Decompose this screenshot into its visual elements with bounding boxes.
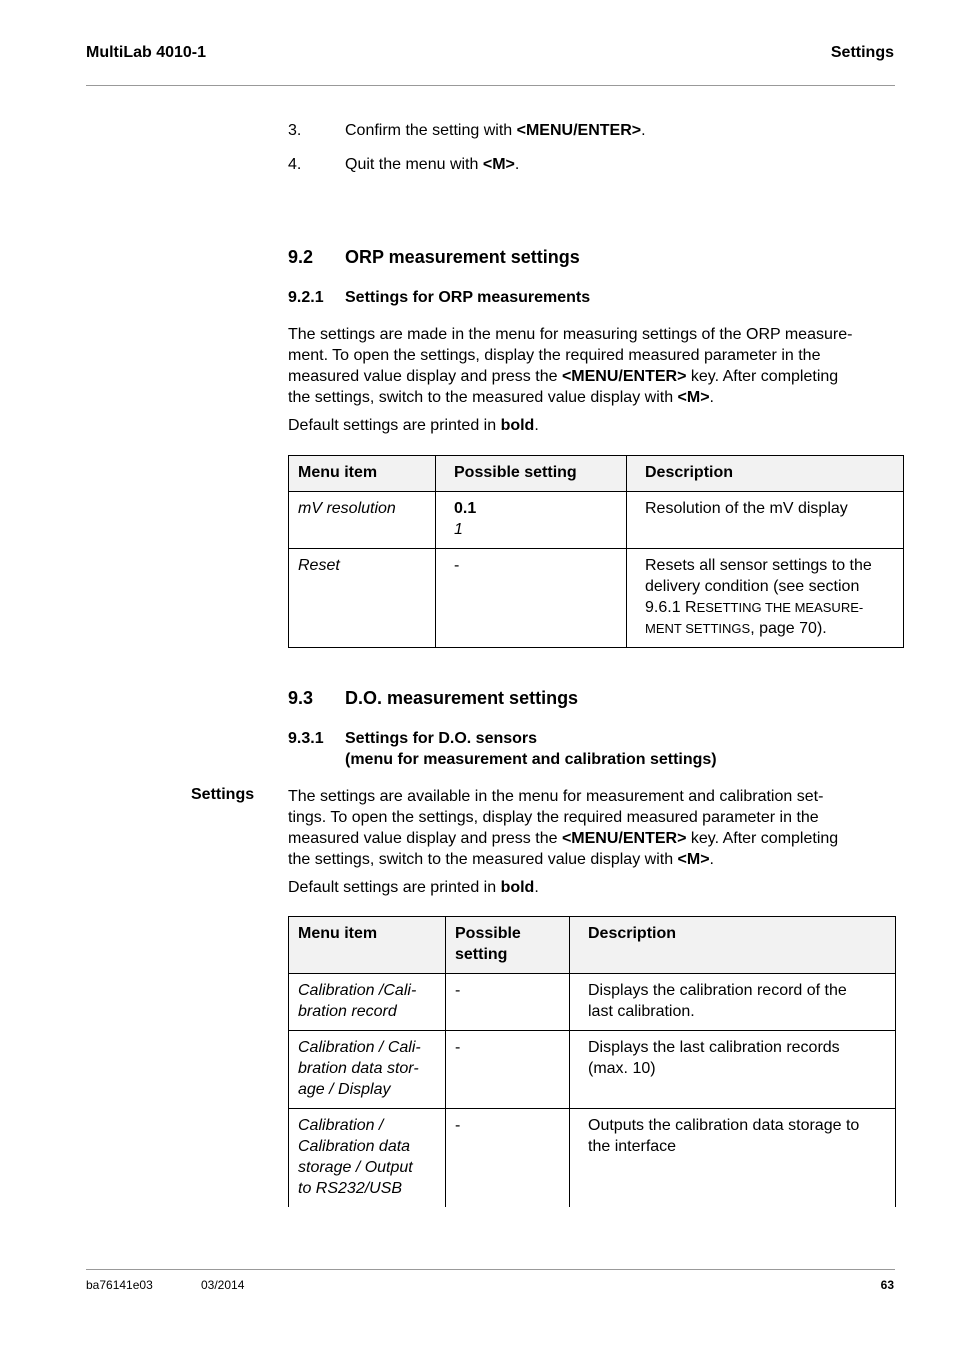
default-note-2: Default settings are printed in bold. bbox=[288, 879, 539, 896]
description-cell: Displays the calibration record of the last calibration. bbox=[570, 974, 896, 1031]
header-section: Settings bbox=[830, 44, 894, 61]
setting-cell: - bbox=[446, 1109, 570, 1208]
description-cell: Resets all sensor settings to the delivery condition (see section 9.6.1 RESETTING THE MEASURE- MENT SETTINGS, page 70). bbox=[627, 549, 904, 648]
orp-settings-table bbox=[288, 455, 904, 648]
step-3: 3. Confirm the setting with <MENU/ENTER>. bbox=[288, 122, 646, 139]
do-paragraph: The settings are available in the menu for measurement and calibration set- tings. To open the settings, display the required measured parameter in the measured value display and press the <MENU/ENTER> key. After completing the settings, switch to the measured value display with <M>. bbox=[288, 788, 839, 868]
col-header-description: Description bbox=[570, 917, 896, 974]
description-cell: Outputs the calibration data storage to the interface bbox=[570, 1109, 896, 1208]
setting-cell: - bbox=[446, 974, 570, 1031]
col-header-description: Description bbox=[627, 456, 904, 492]
description-cell: Resolution of the mV display bbox=[627, 492, 904, 549]
step-4: 4. Quit the menu with <M>. bbox=[288, 156, 520, 173]
table-row bbox=[289, 1031, 896, 1109]
menu-item-cell: Calibration /Cali- bration record bbox=[289, 974, 446, 1031]
subsection-heading-9-3-1: 9.3.1 Settings for D.O. sensors (menu for measurement and calibration settings) bbox=[288, 730, 717, 768]
subsection-heading-9-2-1: 9.2.1 Settings for ORP measurements bbox=[288, 289, 591, 306]
description-cell: Displays the last calibration records (max. 10) bbox=[570, 1031, 896, 1109]
menu-item-cell: mV resolution bbox=[289, 492, 436, 549]
footer-rule bbox=[86, 1269, 895, 1270]
table-header-row bbox=[289, 917, 896, 974]
default-note: Default settings are printed in bold. bbox=[288, 417, 539, 434]
table-header-row bbox=[289, 456, 904, 492]
table-row bbox=[289, 1109, 896, 1208]
col-header-menu-item: Menu item bbox=[289, 917, 446, 974]
footer-doc-id: ba76141e03 bbox=[86, 1278, 153, 1292]
setting-cell: 0.1 1 bbox=[436, 492, 627, 549]
col-header-possible-setting: Possible setting bbox=[446, 917, 570, 974]
footer-date: 03/2014 bbox=[201, 1278, 245, 1292]
section-heading-9-3: 9.3 D.O. measurement settings bbox=[288, 688, 579, 708]
col-header-menu-item: Menu item bbox=[289, 456, 436, 492]
orp-paragraph: The settings are made in the menu for measuring settings of the ORP measure- ment. To open the settings, display the required measured parameter in the measured value display and press the <MENU/ENTER> key. After completing the settings, switch to the measured value display with <M>. bbox=[288, 326, 853, 406]
header-title: MultiLab 4010-1 bbox=[86, 44, 207, 61]
side-label-settings: Settings bbox=[191, 786, 255, 803]
setting-cell: - bbox=[436, 549, 627, 648]
col-header-possible-setting: Possible setting bbox=[436, 456, 627, 492]
menu-item-cell: Reset bbox=[289, 549, 436, 648]
setting-cell: - bbox=[446, 1031, 570, 1109]
footer-page-number: 63 bbox=[880, 1278, 894, 1292]
table-row bbox=[289, 492, 904, 549]
do-settings-table bbox=[288, 916, 896, 1207]
table-row bbox=[289, 549, 904, 648]
section-heading-9-2: 9.2 ORP measurement settings bbox=[288, 247, 580, 267]
menu-item-cell: Calibration / Calibration data storage / Output to RS232/USB bbox=[289, 1109, 446, 1208]
menu-item-cell: Calibration / Cali- bration data stor- age / Display bbox=[289, 1031, 446, 1109]
table-row bbox=[289, 974, 896, 1031]
header-rule bbox=[86, 85, 895, 86]
